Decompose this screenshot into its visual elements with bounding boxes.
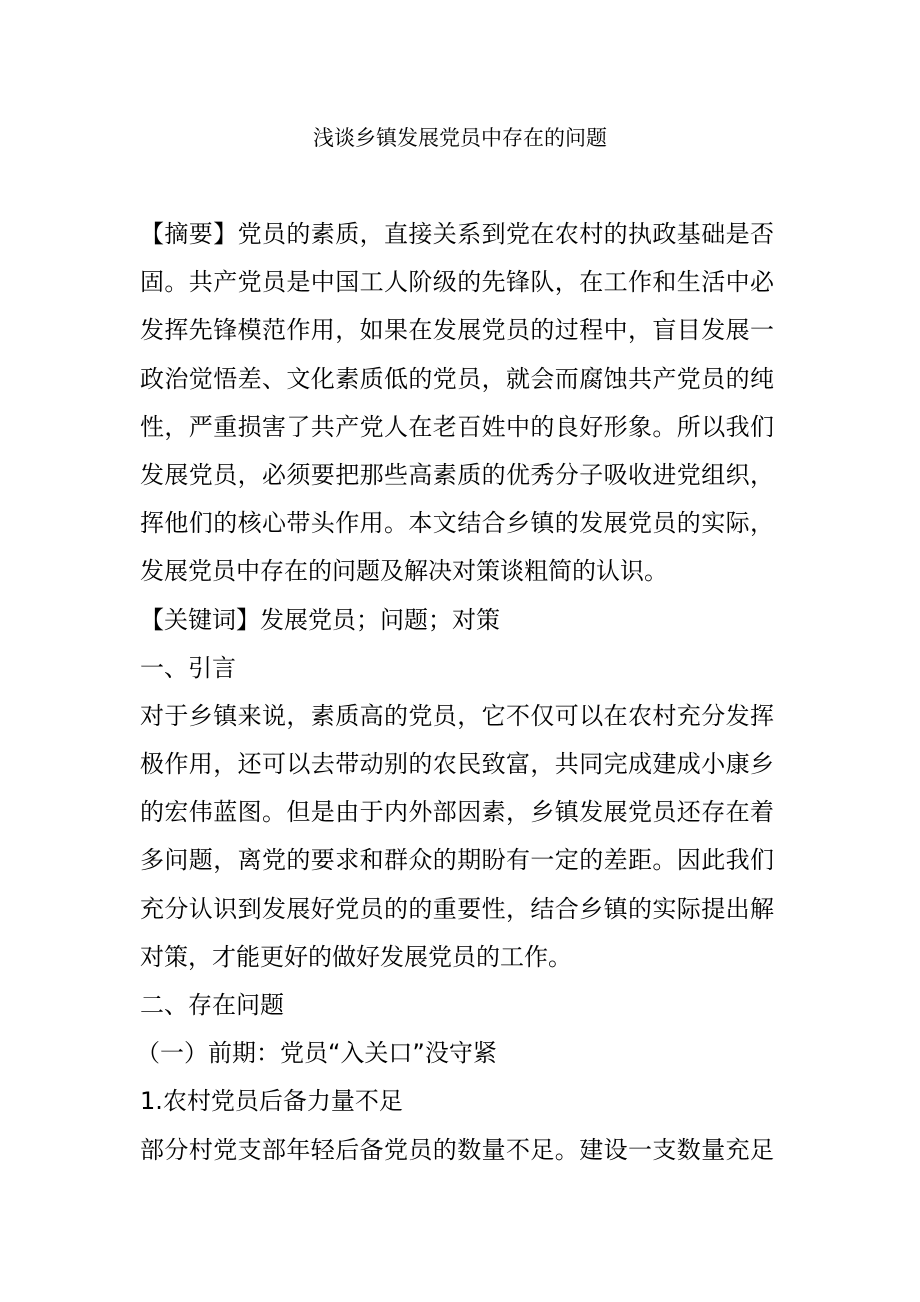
abstract-line: 挥他们的核心带头作用。本文结合乡镇的发展党员的实际， — [140, 509, 774, 538]
section-heading: 二、存在问题 — [140, 991, 284, 1019]
paragraph-line: 部分村党支部年轻后备党员的数量不足。建设一支数量充足 — [140, 1135, 774, 1164]
keywords-line: 【关键词】发展党员；问题；对策 — [140, 605, 500, 634]
abstract-line: 发挥先锋模范作用，如果在发展党员的过程中，盲目发展一 — [140, 316, 774, 345]
document-title: 浅谈乡镇发展党员中存在的问题 — [313, 126, 607, 150]
document-body — [136, 210, 774, 1174]
paragraph-line: 对策，才能更好的做好发展党员的工作。 — [140, 942, 572, 971]
paragraph-line: 的宏伟蓝图。但是由于内外部因素，乡镇发展党员还存在着 — [140, 798, 774, 827]
paragraph-line: 对于乡镇来说，素质高的党员，它不仅可以在农村充分发挥 — [140, 701, 774, 730]
abstract-line: 发展党员，必须要把那些高素质的优秀分子吸收进党组织， — [140, 460, 774, 489]
section-heading: 一、引言 — [140, 653, 236, 682]
abstract-line: 性，严重损害了共产党人在老百姓中的良好形象。所以我们 — [140, 412, 774, 441]
paragraph-line: 充分认识到发展好党员的的重要性，结合乡镇的实际提出解 — [140, 894, 774, 923]
subsection-heading: （一）前期：党员“入关口”没守紧 — [136, 1039, 497, 1068]
paragraph-line: 多问题，离党的要求和群众的期盼有一定的差距。因此我们 — [140, 846, 774, 875]
subsubsection-heading: 1.农村党员后备力量不足 — [140, 1087, 403, 1116]
abstract-line: 发展党员中存在的问题及解决对策谈粗简的认识。 — [140, 557, 668, 586]
paragraph-line: 极作用，还可以去带动别的农民致富，共同完成建成小康乡 — [140, 750, 774, 779]
abstract-line: 政治觉悟差、文化素质低的党员，就会而腐蚀共产党员的纯 — [140, 364, 774, 393]
abstract-line: 【摘要】党员的素质，直接关系到党在农村的执政基础是否 — [140, 220, 774, 248]
abstract-line: 固。共产党员是中国工人阶级的先锋队，在工作和生活中必 — [140, 268, 774, 297]
